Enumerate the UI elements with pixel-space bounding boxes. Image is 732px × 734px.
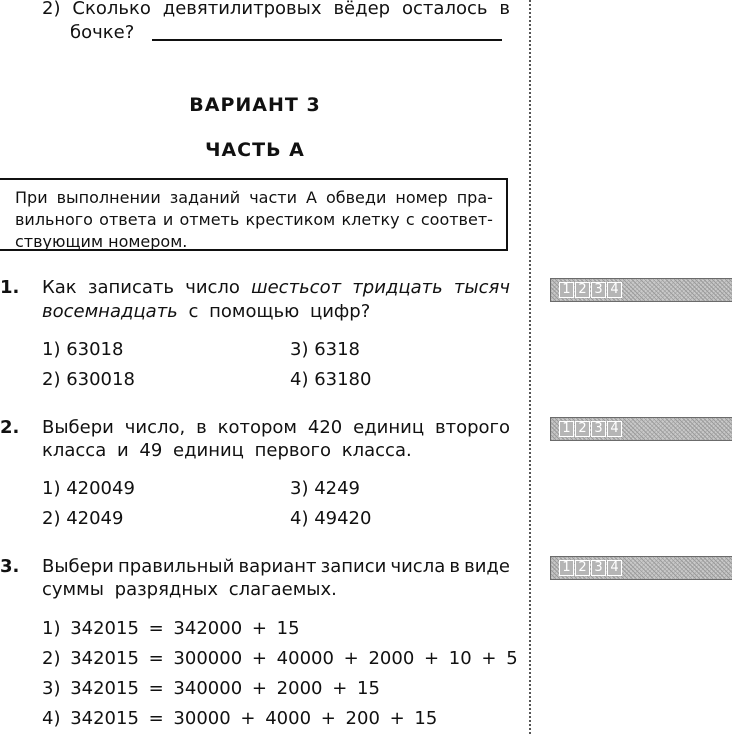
instr-word: крестиком — [245, 210, 336, 229]
question-1-number: 1. — [0, 277, 20, 298]
q-word: число — [185, 277, 240, 298]
question-2-option-1[interactable]: 1) 420049 — [42, 478, 135, 499]
answer-cell-4[interactable]: 4 — [607, 560, 622, 576]
prev-word: в — [499, 0, 510, 19]
question-1-line-1 — [42, 277, 510, 299]
question-2-option-4[interactable]: 4) 49420 — [290, 508, 372, 529]
instr-word: вильного — [15, 210, 93, 229]
answer-panel-1 — [550, 278, 732, 302]
instr-word: номер — [395, 188, 448, 207]
answer-cells — [559, 282, 623, 298]
instr-word: обведи — [325, 188, 387, 207]
question-3-line-2: суммы разрядных слагаемых. — [42, 579, 337, 600]
answer-cell-3[interactable]: 3 — [591, 560, 606, 576]
q-word: правильный — [118, 556, 235, 577]
answer-cell-1[interactable]: 1 — [559, 560, 574, 576]
answer-blank-line — [152, 39, 502, 41]
q-word: числа — [390, 556, 446, 577]
instr-word: заданий — [169, 188, 241, 207]
prev-word: 2) — [42, 0, 61, 19]
question-2-number: 2. — [0, 417, 20, 438]
answer-cells — [559, 421, 623, 437]
q-word: единиц — [353, 417, 425, 438]
instr-word: выполнении — [56, 188, 161, 207]
prev-word: вёдер — [333, 0, 391, 19]
q-word-italic: восемнадцать — [42, 301, 178, 322]
q-word: котором — [217, 417, 298, 438]
question-3-option-2[interactable]: 2) 342015 = 300000 + 40000 + 2000 + 10 + 5 — [42, 648, 518, 669]
q-word-italic: тридцать — [352, 277, 443, 298]
q-word: Выбери — [42, 417, 114, 438]
variant-heading: ВАРИАНТ 3 — [189, 94, 321, 116]
instr-word: отметь — [179, 210, 240, 229]
answer-cells — [559, 560, 623, 576]
instr-word: пра- — [456, 188, 493, 207]
instr-word: ответа — [99, 210, 157, 229]
q-word: число, — [124, 417, 186, 438]
q-word: в — [449, 556, 460, 577]
prev-word: осталось — [402, 0, 488, 19]
answer-cell-1[interactable]: 1 — [559, 282, 574, 298]
q-word: виде — [464, 556, 510, 577]
q-word: Выбери — [42, 556, 114, 577]
answer-cell-2[interactable]: 2 — [575, 282, 590, 298]
q-word: вариант — [238, 556, 317, 577]
question-1-option-1[interactable]: 1) 63018 — [42, 339, 124, 360]
q-word: 420 — [307, 417, 343, 438]
answer-cell-2[interactable]: 2 — [575, 560, 590, 576]
q-word: в — [196, 417, 207, 438]
answer-cell-1[interactable]: 1 — [559, 421, 574, 437]
instructions-box — [0, 178, 508, 251]
instr-word: с — [405, 210, 415, 229]
instructions-line-3: ствующим номером. — [15, 232, 188, 251]
part-heading: ЧАСТЬ А — [205, 139, 305, 161]
q-text: с помощью цифр? — [188, 301, 371, 322]
question-1-option-2[interactable]: 2) 630018 — [42, 369, 135, 390]
q-word: Как — [42, 277, 77, 298]
prev-word: девятилитровых — [162, 0, 322, 19]
instr-word: и — [162, 210, 174, 229]
q-word: второго — [434, 417, 510, 438]
answer-cell-4[interactable]: 4 — [607, 421, 622, 437]
question-1-line-2 — [42, 301, 370, 323]
instr-word: клетку — [341, 210, 400, 229]
question-2-line-2: класса и 49 единиц первого класса. — [42, 440, 412, 461]
question-1-option-4[interactable]: 4) 63180 — [290, 369, 372, 390]
question-3-line-1 — [42, 556, 510, 578]
question-2-line-1 — [42, 417, 510, 439]
prev-question-line-1 — [42, 0, 510, 20]
question-2-option-2[interactable]: 2) 42049 — [42, 508, 124, 529]
question-1-option-3[interactable]: 3) 6318 — [290, 339, 361, 360]
prev-question-line-2: бочке? — [70, 22, 135, 43]
q-word: записать — [87, 277, 174, 298]
answer-cell-3[interactable]: 3 — [591, 421, 606, 437]
instr-word: части — [249, 188, 297, 207]
instr-word: А — [305, 188, 317, 207]
answer-panel-3 — [550, 556, 732, 580]
question-3-option-3[interactable]: 3) 342015 = 340000 + 2000 + 15 — [42, 678, 380, 699]
answer-cell-2[interactable]: 2 — [575, 421, 590, 437]
prev-word: Сколько — [72, 0, 151, 19]
instructions-line-1 — [15, 187, 493, 209]
answer-panel-2 — [550, 417, 732, 441]
instructions-line-2 — [15, 209, 493, 231]
instr-word: соответ- — [420, 210, 493, 229]
instr-word: При — [15, 188, 48, 207]
q-word: записи — [320, 556, 387, 577]
margin-divider — [529, 0, 531, 734]
question-3-option-4[interactable]: 4) 342015 = 30000 + 4000 + 200 + 15 — [42, 708, 438, 729]
question-3-number: 3. — [0, 556, 20, 577]
q-word-italic: тысяч — [453, 277, 510, 298]
question-3-option-1[interactable]: 1) 342015 = 342000 + 15 — [42, 618, 300, 639]
answer-cell-3[interactable]: 3 — [591, 282, 606, 298]
q-word-italic: шестьсот — [251, 277, 342, 298]
question-2-option-3[interactable]: 3) 4249 — [290, 478, 361, 499]
answer-cell-4[interactable]: 4 — [607, 282, 622, 298]
